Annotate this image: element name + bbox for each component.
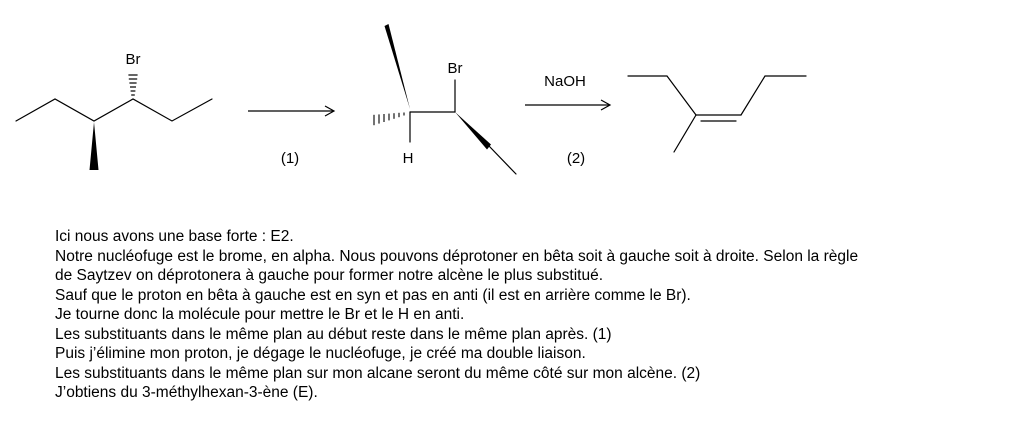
arrow-2: [525, 73, 610, 167]
explanation-line: Sauf que le proton en bêta à gauche est en syn et pas en anti (il est en arrière comme le Br).: [55, 286, 691, 304]
explanation-line: J’obtiens du 3-méthylhexan-3-ène (E).: [55, 384, 318, 401]
arrow-2-label: (2): [566, 150, 586, 167]
intermediate-wedge-right: [455, 112, 491, 150]
explanation-line: Je tourne donc la molécule pour mettre le Br et le H en anti.: [55, 306, 465, 323]
reactant-chain: [16, 99, 212, 121]
reactant-molecule: [16, 51, 212, 170]
explanation-text: [55, 227, 1025, 403]
product-molecule: [628, 76, 806, 152]
product-ethyl-left: [628, 76, 696, 115]
product-methyl: [674, 115, 696, 152]
reactant-skeleton: [16, 99, 212, 121]
explanation-line: Puis j’élimine mon proton, je dégage le nucléofuge, je créé ma double liaison.: [55, 345, 586, 362]
arrow-1: [248, 106, 334, 167]
explanation-line: Les substituants dans le même plan au début reste dans le même plan après. (1): [55, 325, 612, 343]
arrow-1-label: (1): [280, 150, 300, 167]
explanation-line: Les substituants dans le même plan sur mon alcane seront du même côté sur mon alcène. (2): [55, 364, 701, 382]
intermediate-lower-chain-bond: [489, 146, 516, 174]
arrow-2-reagent: NaOH: [544, 73, 586, 90]
product-propyl-right: [741, 76, 806, 115]
intermediate-molecule: [374, 24, 516, 174]
reaction-scheme: [0, 0, 1035, 215]
intermediate-wedge-top: [385, 24, 411, 109]
explanation-line: de Saytzev on déprotonera à gauche pour former notre alcène le plus substitué.: [55, 267, 604, 284]
reactant-hashed-bond: [128, 75, 137, 95]
intermediate-hashed-bond: [374, 113, 404, 126]
intermediate-br-label: Br: [447, 60, 463, 77]
explanation-line: Notre nucléofuge est le brome, en alpha. Nous pouvons déprotoner en bêta soit à gauche soit à droite. Selon la règle: [55, 247, 859, 265]
intermediate-h-label: H: [402, 150, 414, 167]
reactant-wedge-bond: [90, 122, 99, 170]
reactant-br-label: Br: [125, 51, 141, 68]
explanation-line: Ici nous avons une base forte : E2.: [55, 228, 294, 245]
